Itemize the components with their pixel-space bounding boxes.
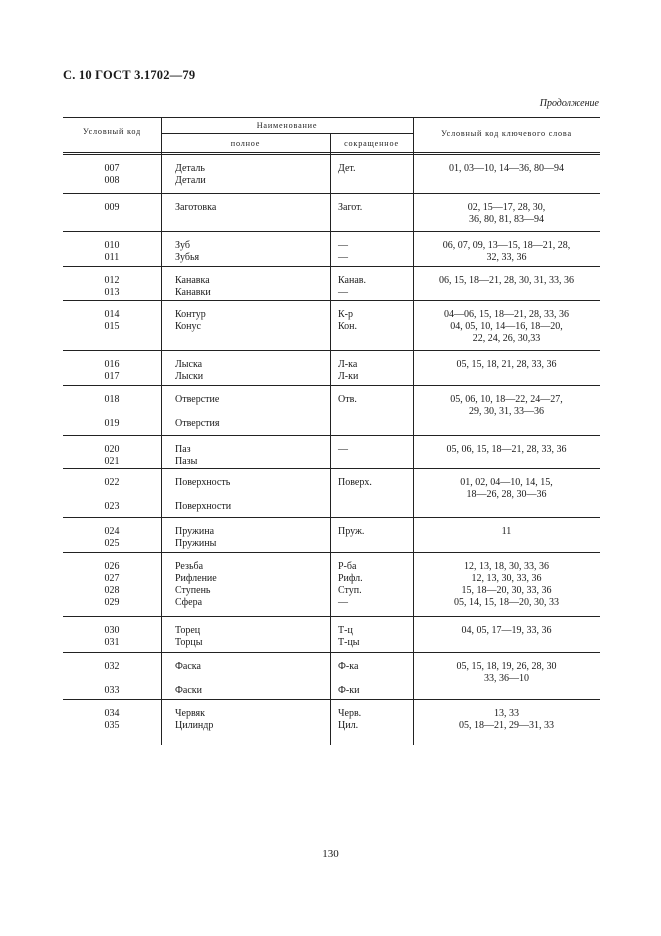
row-separator [63,552,600,553]
row-abbreviation [338,163,356,187]
table-row [63,652,600,699]
row-abbreviation-line: Т-ц [338,625,353,636]
row-full-name [175,661,202,697]
header-abbr: сокращенное [344,139,399,148]
row-full-name [175,561,217,609]
row-code-line: 027 [104,573,120,584]
row-full-name-line: Торцы [175,637,203,648]
header-bottom-rule [63,152,600,153]
row-code-line [63,406,161,418]
row-code-line: 014 [104,309,120,320]
row-full-name [175,708,213,732]
row-keyword-codes-line: 12, 13, 30, 33, 36 [471,573,542,584]
row-code-line: 015 [104,321,120,332]
row-full-name-line: Контур [175,309,206,320]
row-full-name [175,625,202,649]
row-abbreviation-line: К-р [338,309,353,320]
row-abbreviation-line [338,456,348,468]
row-keyword-codes [413,275,600,287]
row-code-line: 017 [104,371,120,382]
row-code-line [63,489,161,501]
row-keyword-codes-line: 01, 03—10, 14—36, 80—94 [449,163,564,174]
row-keyword-codes-line: 05, 18—21, 29—31, 33 [459,720,554,731]
row-keyword-codes-line: 06, 15, 18—21, 28, 30, 31, 33, 36 [439,275,574,286]
row-full-name-line: Ступень [175,585,211,596]
row-code-line: 009 [104,202,120,213]
row-abbreviation-line: Рифл. [338,573,363,584]
row-full-name-line: Рифление [175,573,217,584]
table-row [63,699,600,745]
row-code-line: 011 [104,252,120,263]
row-full-name-line [175,489,231,501]
row-code-line: 034 [104,708,120,719]
row-separator [63,266,600,267]
row-code [63,394,161,430]
table-row [63,468,600,517]
row-full-name-line: Поверхность [175,477,231,488]
row-keyword-codes-line: 13, 33 [494,708,519,719]
row-keyword-codes-line: 22, 24, 26, 30,33 [472,333,541,344]
row-code [63,444,161,468]
row-abbreviation [338,526,364,550]
row-separator [63,468,600,469]
row-abbreviation-line [338,489,372,501]
row-keyword-codes-line: 05, 15, 18, 21, 28, 33, 36 [456,359,557,370]
table-row [63,266,600,300]
row-keyword-codes-line: 15, 18—20, 30, 33, 36 [461,585,552,596]
row-full-name-line: Заготовка [175,202,217,213]
row-separator [63,385,600,386]
row-full-name-line: Отверстия [175,418,220,429]
table-row [63,517,600,552]
row-keyword-codes [413,625,600,637]
row-code-line: 020 [104,444,120,455]
row-keyword-codes-line: 12, 13, 18, 30, 33, 36 [464,561,549,572]
row-abbreviation-line: Отв. [338,394,357,405]
row-full-name-line: Торец [175,625,201,636]
row-keyword-codes-line: 05, 06, 10, 18—22, 24—27, [450,394,563,405]
row-code [63,202,161,214]
row-separator [63,699,600,700]
row-code [63,163,161,187]
row-full-name-line: Деталь [175,163,205,174]
row-code-line: 025 [104,538,120,549]
row-abbreviation-line [338,406,357,418]
row-separator [63,652,600,653]
row-keyword-codes [413,661,600,685]
row-code [63,309,161,333]
row-code-line: 033 [104,685,120,696]
row-abbreviation-line: Л-ка [338,359,358,370]
row-full-name-line: Зуб [175,240,190,251]
row-abbreviation-line: Л-ки [338,371,359,382]
row-full-name [175,477,231,513]
row-separator [63,616,600,617]
continuation-label: Продолжение [539,98,599,109]
row-keyword-codes [413,359,600,371]
row-code-line: 030 [104,625,120,636]
row-separator [63,350,600,351]
row-code [63,359,161,383]
row-keyword-codes-line: 04, 05, 17—19, 33, 36 [461,625,552,636]
row-keyword-codes-line: 32, 33, 36 [486,252,527,263]
row-full-name-line: Пазы [175,456,198,467]
row-full-name [175,309,206,333]
row-code [63,708,161,732]
row-abbreviation [338,275,366,299]
row-full-name [175,240,199,264]
row-full-name-line: Фаски [175,685,202,696]
row-abbreviation-line: Кон. [338,321,358,332]
row-full-name-line: Паз [175,444,191,455]
row-separator [63,517,600,518]
row-full-name [175,526,216,550]
row-abbreviation-line [338,175,356,187]
page-number: 130 [322,848,339,860]
row-abbreviation [338,477,372,513]
row-full-name-line: Канавки [175,287,211,298]
row-keyword-codes [413,394,600,418]
row-keyword-codes [413,477,600,501]
row-code-line: 010 [104,240,120,251]
row-full-name-line: Лыски [175,371,204,382]
row-keyword-codes-line: 33, 36—10 [484,673,529,684]
row-abbreviation-line: — [338,597,348,608]
row-code [63,477,161,513]
row-full-name-line: Канавка [175,275,210,286]
row-abbreviation-line: Черв. [338,708,362,719]
row-abbreviation [338,661,359,697]
row-code-line: 007 [104,163,120,174]
row-code-line: 013 [104,287,120,298]
row-keyword-codes-line: 02, 15—17, 28, 30, [467,202,546,213]
table-top-rule [63,117,600,118]
row-code-line: 018 [104,394,120,405]
row-full-name-line: Пружины [175,538,217,549]
row-full-name-line: Детали [175,175,206,186]
row-keyword-codes-line: 29, 30, 31, 33—36 [469,406,544,417]
row-keyword-codes-line: 05, 06, 15, 18—21, 28, 33, 36 [446,444,567,455]
row-code [63,240,161,264]
row-abbreviation [338,444,348,468]
row-code-line: 026 [104,561,120,572]
row-full-name-line: Лыска [175,359,203,370]
row-code [63,561,161,609]
row-keyword-codes-line: 04, 05, 10, 14—16, 18—20, [450,321,563,332]
row-full-name [175,444,197,468]
row-abbreviation-line: Ф-ки [338,685,360,696]
row-full-name [175,275,211,299]
row-abbreviation [338,202,362,214]
row-abbreviation-line [338,418,357,430]
row-separator [63,300,600,301]
row-keyword-codes-line: 36, 80, 81, 83—94 [469,214,544,225]
row-keyword-codes [413,561,600,609]
header-full: полное [230,139,261,148]
row-keyword-codes [413,444,600,456]
row-abbreviation-line: Т-цы [338,637,360,648]
codes-table [63,117,600,745]
row-full-name-line: Конус [175,321,201,332]
row-abbreviation-line: — [338,252,348,263]
row-keyword-codes [413,202,600,226]
table-row [63,552,600,616]
row-abbreviation [338,309,357,333]
row-full-name-line: Сфера [175,597,203,608]
header-code: Условный код [83,127,141,136]
row-keyword-codes-line: 05, 14, 15, 18—20, 30, 33 [454,597,559,608]
row-code-line: 012 [104,275,120,286]
row-keyword-codes [413,163,600,175]
row-code [63,275,161,299]
row-keyword-codes-line: 01, 02, 04—10, 14, 15, [460,477,553,488]
row-keyword-codes-line: 05, 15, 18, 19, 26, 28, 30 [456,661,557,672]
row-code-line: 008 [104,175,120,186]
row-code-line: 016 [104,359,120,370]
table-row [63,616,600,652]
table-row [63,231,600,266]
row-abbreviation-line: — [338,287,348,298]
row-code-line: 029 [104,597,120,608]
row-code-line: 035 [104,720,120,731]
row-abbreviation-line: Дет. [338,163,356,174]
row-abbreviation-line: Пруж. [338,526,365,537]
row-full-name-line: Фаска [175,661,201,672]
table-row [63,154,600,193]
table-row [63,435,600,468]
row-separator [63,193,600,194]
row-code-line: 022 [104,477,120,488]
row-full-name-line [175,406,219,418]
row-code-line: 024 [104,526,120,537]
row-abbreviation-line: — [338,444,348,455]
row-abbreviation-line: Загот. [338,202,363,213]
row-full-name-line: Цилиндр [175,720,214,731]
row-code-line: 031 [104,637,120,648]
row-full-name [175,202,216,214]
row-abbreviation [338,708,361,732]
name-group-rule [161,133,413,134]
row-code-line [63,673,161,685]
row-abbreviation [338,359,358,383]
row-abbreviation-line: — [338,240,348,251]
row-keyword-codes-line: 11 [501,526,512,537]
row-abbreviation [338,394,357,430]
row-keyword-codes [413,526,600,538]
row-code [63,526,161,550]
row-abbreviation-line [338,501,372,513]
row-code-line: 019 [104,418,120,429]
row-code [63,625,161,649]
row-full-name-line [175,673,202,685]
row-keyword-codes-line: 06, 07, 09, 13—15, 18—21, 28, [442,240,571,251]
header-name-group: Наименование [256,121,318,130]
table-row [63,193,600,231]
row-code-line: 021 [104,456,120,467]
row-abbreviation-line: Поверх. [338,477,372,488]
row-full-name [175,359,203,383]
row-abbreviation-line [338,673,359,685]
row-abbreviation-line: Ф-ка [338,661,359,672]
row-full-name [175,394,219,430]
row-full-name [175,163,206,187]
row-code-line: 032 [104,661,120,672]
row-abbreviation-line: Р-ба [338,561,357,572]
row-abbreviation [338,561,363,609]
row-full-name-line: Резьба [175,561,204,572]
row-abbreviation-line [338,538,364,550]
row-code-line: 028 [104,585,120,596]
row-separator [63,231,600,232]
row-full-name-line: Пружина [175,526,215,537]
row-abbreviation-line: Цил. [338,720,359,731]
row-abbreviation-line: Канав. [338,275,366,286]
row-keyword-codes [413,708,600,732]
row-abbreviation-line: Ступ. [338,585,362,596]
row-abbreviation [338,625,360,649]
table-row [63,350,600,385]
table-row [63,300,600,350]
row-separator [63,435,600,436]
row-full-name-line: Поверхности [175,501,232,512]
page-header-title: С. 10 ГОСТ 3.1702—79 [63,68,196,82]
row-keyword-codes [413,309,600,345]
row-code-line: 023 [104,501,120,512]
header-keyword: Условный код ключевого слова [441,129,572,138]
row-full-name-line: Отверстие [175,394,220,405]
row-keyword-codes [413,240,600,264]
row-keyword-codes-line: 18—26, 28, 30—36 [466,489,547,500]
row-full-name-line: Зубья [175,252,200,263]
row-keyword-codes-line: 04—06, 15, 18—21, 28, 33, 36 [444,309,569,320]
table-row [63,385,600,435]
row-abbreviation [338,240,348,264]
row-code [63,661,161,697]
row-full-name-line: Червяк [175,708,205,719]
